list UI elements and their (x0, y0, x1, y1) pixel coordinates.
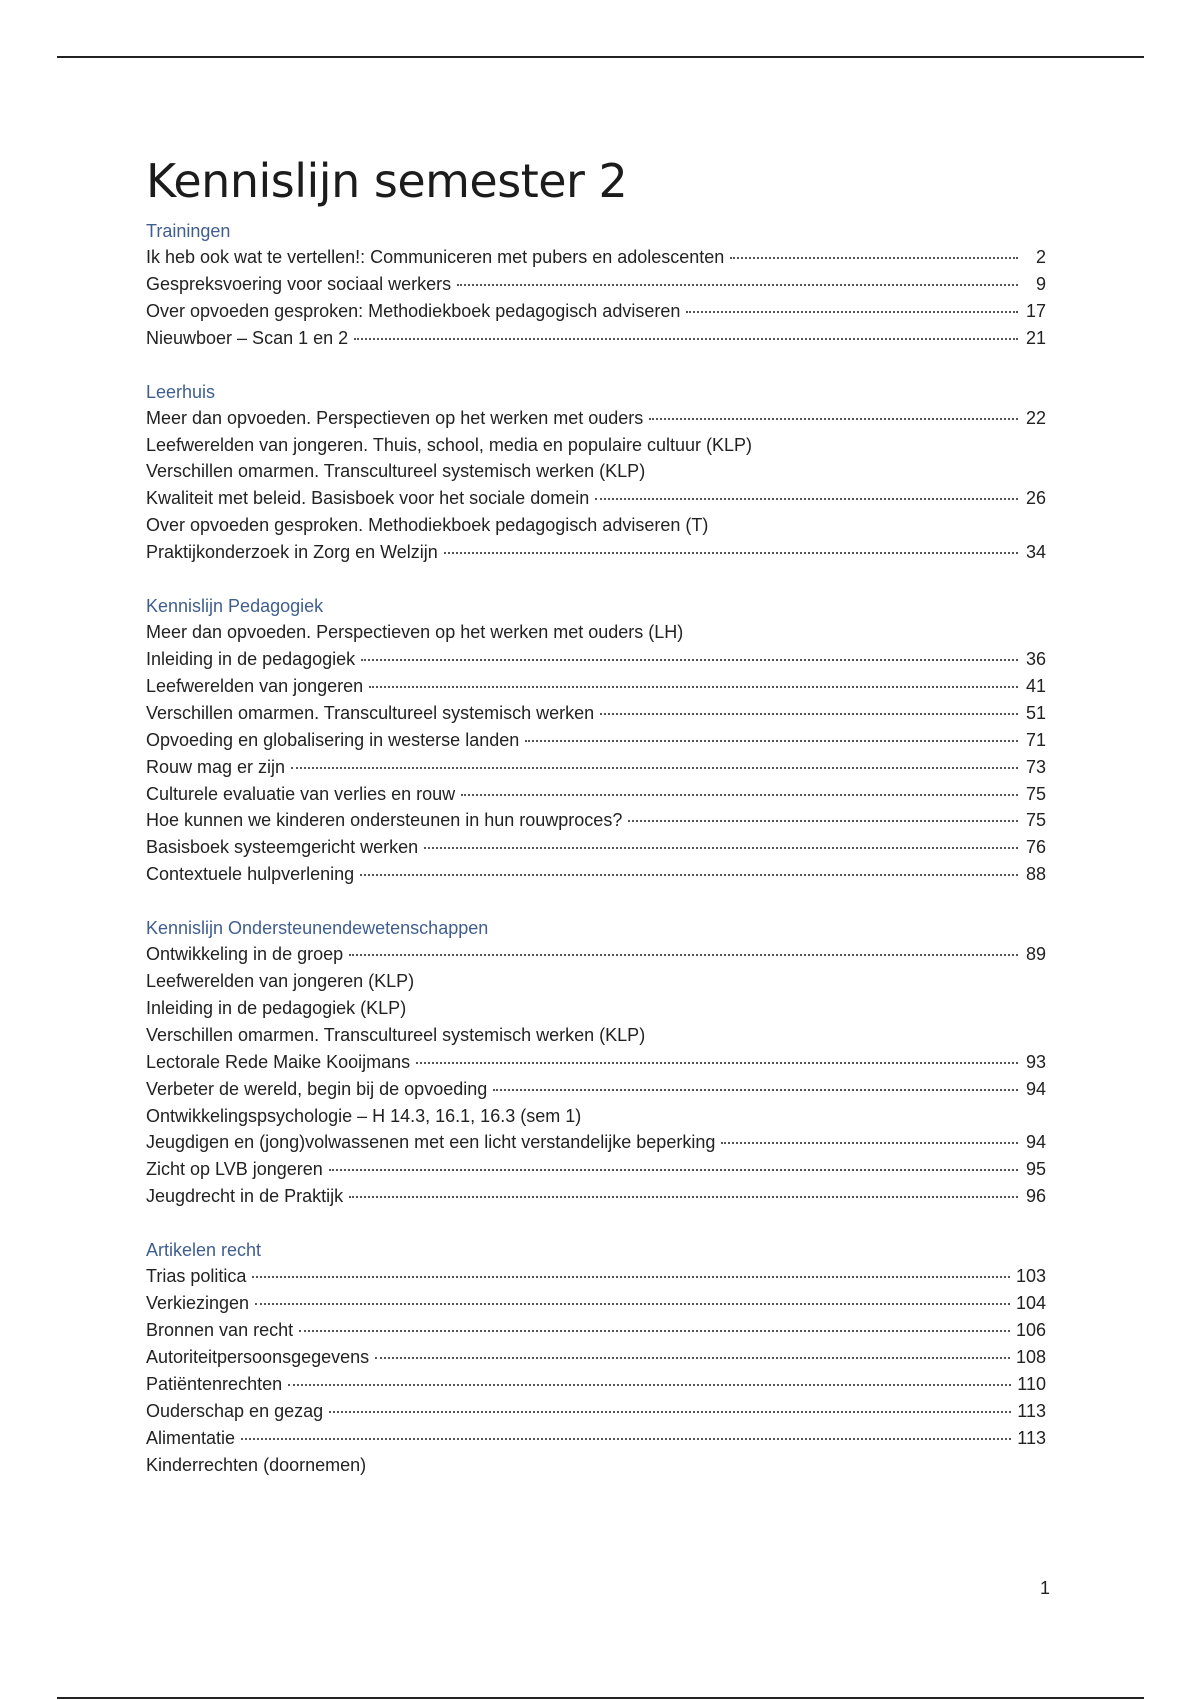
toc-entry-label: Inleiding in de pedagogiek (146, 648, 356, 669)
dot-leader (686, 311, 1018, 313)
dot-leader (444, 552, 1018, 554)
bottom-rule (57, 1697, 1144, 1699)
toc-entry[interactable] (146, 1425, 1046, 1452)
toc-entry-page: 95 (1025, 1159, 1046, 1180)
toc-entry-label: Ik heb ook wat te vertellen!: Communiceren met pubers en adolescenten (146, 247, 725, 267)
dot-leader (349, 954, 1018, 956)
toc-entry[interactable] (146, 458, 1046, 485)
toc-entry-page: 76 (1025, 837, 1046, 858)
toc-entry[interactable] (146, 1371, 1046, 1398)
toc-entry-label: Ouderschap en gezag (146, 1400, 324, 1421)
toc-section (146, 915, 1046, 1210)
toc-entry-page: 110 (1017, 1373, 1046, 1394)
toc-entry[interactable] (146, 1263, 1046, 1290)
toc-entry[interactable] (146, 995, 1046, 1022)
toc-entry-page: 93 (1025, 1051, 1046, 1072)
toc-entry-label: Over opvoeden gesproken. Methodiekboek pedagogisch adviseren (T) (146, 515, 709, 536)
toc-entry[interactable] (146, 754, 1046, 781)
toc-entry[interactable] (146, 271, 1046, 298)
toc-entry-page: 22 (1025, 407, 1046, 428)
toc-entry-page: 89 (1025, 944, 1046, 965)
dot-leader (299, 1330, 1010, 1332)
toc-entry-page: 9 (1035, 273, 1046, 294)
toc-entry-page: 106 (1015, 1320, 1046, 1340)
toc-entry-label: Verkiezingen (146, 1293, 250, 1314)
toc-entry-page: 2 (1035, 247, 1046, 267)
toc-entry[interactable] (146, 1183, 1046, 1210)
toc-entry-label: Hoe kunnen we kinderen ondersteunen in hun rouwproces? (146, 810, 623, 831)
toc-entry-page: 75 (1025, 783, 1046, 804)
toc-entry-label: Leefwerelden van jongeren. Thuis, school, media en populaire cultuur (KLP) (146, 434, 753, 455)
toc-section (146, 379, 1046, 566)
toc-entry[interactable] (146, 861, 1046, 888)
dot-leader (457, 284, 1018, 286)
toc-entry[interactable] (146, 1022, 1046, 1049)
toc-entry-label: Verschillen omarmen. Transcultureel systemisch werken (KLP) (146, 1024, 646, 1045)
dot-leader (329, 1169, 1018, 1171)
dot-leader (329, 1411, 1011, 1413)
toc-entry[interactable] (146, 432, 1046, 459)
toc-entry[interactable] (146, 1452, 1046, 1479)
dot-leader (252, 1276, 1010, 1278)
toc-entry-label: Ontwikkeling in de groep (146, 944, 344, 965)
toc-entry[interactable] (146, 1076, 1046, 1103)
toc-entry-label: Opvoeding en globalisering in westerse landen (146, 729, 520, 750)
toc-entry-page: 34 (1025, 542, 1046, 563)
toc-entry-page: 75 (1025, 810, 1046, 831)
toc-entry[interactable] (146, 646, 1046, 673)
toc-entry[interactable] (146, 1290, 1046, 1317)
toc-entry-page: 103 (1015, 1266, 1046, 1287)
top-rule (57, 56, 1144, 58)
toc-entry-label: Zicht op LVB jongeren (146, 1159, 323, 1180)
toc-entry[interactable] (146, 1103, 1046, 1130)
dot-leader (649, 418, 1018, 420)
dot-leader (424, 847, 1018, 849)
dot-leader (349, 1196, 1018, 1198)
toc-entry-page: 51 (1025, 702, 1046, 723)
toc-section (146, 218, 1046, 352)
toc-entry[interactable] (146, 941, 1046, 968)
toc-entry[interactable] (146, 807, 1046, 834)
page-title: Kennislijn semester 2 (146, 154, 628, 208)
page-number: 1 (1040, 1578, 1051, 1598)
dot-leader (360, 874, 1018, 876)
toc-entry[interactable] (146, 485, 1046, 512)
dot-leader (525, 740, 1018, 742)
dot-leader (493, 1089, 1018, 1091)
toc-entry-page: 104 (1015, 1293, 1046, 1314)
dot-leader (361, 659, 1018, 661)
toc-entry-label: Rouw mag er zijn (146, 756, 286, 777)
toc-entry[interactable] (146, 727, 1046, 754)
toc-sections (146, 218, 1046, 1478)
section-heading: Artikelen recht (146, 1240, 262, 1261)
toc-entry-label: Meer dan opvoeden. Perspectieven op het werken met ouders (146, 407, 644, 428)
toc-entry-page: 36 (1025, 648, 1046, 669)
dot-leader (369, 686, 1018, 688)
toc-entry-page: 17 (1025, 300, 1046, 321)
toc-entry-page: 21 (1025, 327, 1046, 348)
toc-entry-page: 71 (1025, 729, 1046, 750)
toc-entry[interactable] (146, 1398, 1046, 1425)
toc-entry-label: Patiëntenrechten (146, 1373, 283, 1394)
toc-entry[interactable] (146, 834, 1046, 861)
toc-entry[interactable] (146, 968, 1046, 995)
toc-entry-page: 96 (1025, 1186, 1046, 1207)
toc-entry-label: Alimentatie (146, 1427, 236, 1448)
toc-entry[interactable] (146, 298, 1046, 325)
toc-entry-page: 94 (1025, 1078, 1046, 1099)
toc-entry-page: 26 (1025, 488, 1046, 509)
toc-entry-label: Inleiding in de pedagogiek (KLP) (146, 997, 407, 1018)
toc-entry[interactable] (146, 244, 1046, 271)
dot-leader (461, 794, 1018, 796)
toc-entry-label: Autoriteitpersoonsgegevens (146, 1346, 370, 1367)
section-heading: Leerhuis (146, 381, 216, 402)
toc-entry[interactable] (146, 1156, 1046, 1183)
section-heading: Kennislijn Ondersteunendewetenschappen (146, 918, 489, 939)
toc-entry[interactable] (146, 781, 1046, 808)
toc-entry-label: Bronnen van recht (146, 1320, 294, 1340)
table-of-contents (146, 150, 1046, 1505)
toc-entry[interactable] (146, 1049, 1046, 1076)
dot-leader (241, 1438, 1011, 1440)
dot-leader (255, 1303, 1010, 1305)
dot-leader (628, 820, 1018, 822)
toc-entry-label: Contextuele hulpverlening (146, 864, 355, 885)
toc-entry[interactable] (146, 700, 1046, 727)
toc-entry-page: 88 (1025, 864, 1046, 885)
toc-entry-label: Leefwerelden van jongeren (146, 675, 364, 696)
toc-entry-page: 113 (1017, 1400, 1046, 1421)
toc-entry[interactable] (146, 673, 1046, 700)
toc-entry-label: Verbeter de wereld, begin bij de opvoeding (146, 1078, 488, 1099)
toc-entry-label: Gespreksvoering voor sociaal werkers (146, 273, 452, 294)
dot-leader (288, 1384, 1011, 1386)
toc-entry-page: 41 (1025, 675, 1046, 696)
dot-leader (291, 767, 1018, 769)
dot-leader (375, 1357, 1010, 1359)
toc-entry[interactable] (146, 1129, 1046, 1156)
toc-entry-label: Kinderrechten (doornemen) (146, 1454, 367, 1475)
dot-leader (595, 498, 1018, 500)
toc-entry[interactable] (146, 539, 1046, 566)
toc-entry[interactable] (146, 619, 1046, 646)
toc-entry-label: Trias politica (146, 1266, 247, 1287)
toc-entry-label: Praktijkonderzoek in Zorg en Welzijn (146, 542, 438, 563)
toc-entry[interactable] (146, 512, 1046, 539)
toc-entry-page: 94 (1025, 1132, 1046, 1153)
toc-entry-page: 113 (1017, 1427, 1046, 1448)
dot-leader (416, 1062, 1018, 1064)
toc-entry[interactable] (146, 1317, 1046, 1344)
section-heading: Kennislijn Pedagogiek (146, 596, 324, 617)
toc-entry[interactable] (146, 325, 1046, 352)
toc-entry-label: Over opvoeden gesproken: Methodiekboek pedagogisch adviseren (146, 300, 681, 321)
toc-entry-label: Jeugdigen en (jong)volwassenen met een licht verstandelijke beperking (146, 1132, 716, 1153)
toc-entry[interactable] (146, 1344, 1046, 1371)
toc-entry-label: Ontwikkelingspsychologie – H 14.3, 16.1, 16.3 (sem 1) (146, 1105, 582, 1126)
toc-entry-label: Basisboek systeemgericht werken (146, 837, 419, 858)
toc-entry-label: Leefwerelden van jongeren (KLP) (146, 971, 415, 992)
toc-section (146, 1237, 1046, 1478)
toc-entry-page: 108 (1015, 1346, 1046, 1367)
toc-entry-label: Verschillen omarmen. Transcultureel systemisch werken (146, 702, 595, 723)
toc-entry[interactable] (146, 405, 1046, 432)
toc-entry-label: Culturele evaluatie van verlies en rouw (146, 783, 456, 804)
dot-leader (730, 257, 1018, 259)
dot-leader (721, 1142, 1018, 1144)
section-heading: Trainingen (146, 221, 231, 241)
toc-entry-label: Meer dan opvoeden. Perspectieven op het werken met ouders (LH) (146, 622, 684, 643)
toc-entry-label: Lectorale Rede Maike Kooijmans (146, 1051, 411, 1072)
toc-entry-label: Jeugdrecht in de Praktijk (146, 1186, 344, 1207)
toc-entry-page: 73 (1025, 756, 1046, 777)
toc-section (146, 593, 1046, 888)
toc-entry-label: Kwaliteit met beleid. Basisboek voor het sociale domein (146, 488, 590, 509)
toc-entry-label: Verschillen omarmen. Transcultureel systemisch werken (KLP) (146, 461, 646, 482)
toc-entry-label: Nieuwboer – Scan 1 en 2 (146, 327, 349, 348)
dot-leader (354, 338, 1018, 340)
dot-leader (600, 713, 1018, 715)
